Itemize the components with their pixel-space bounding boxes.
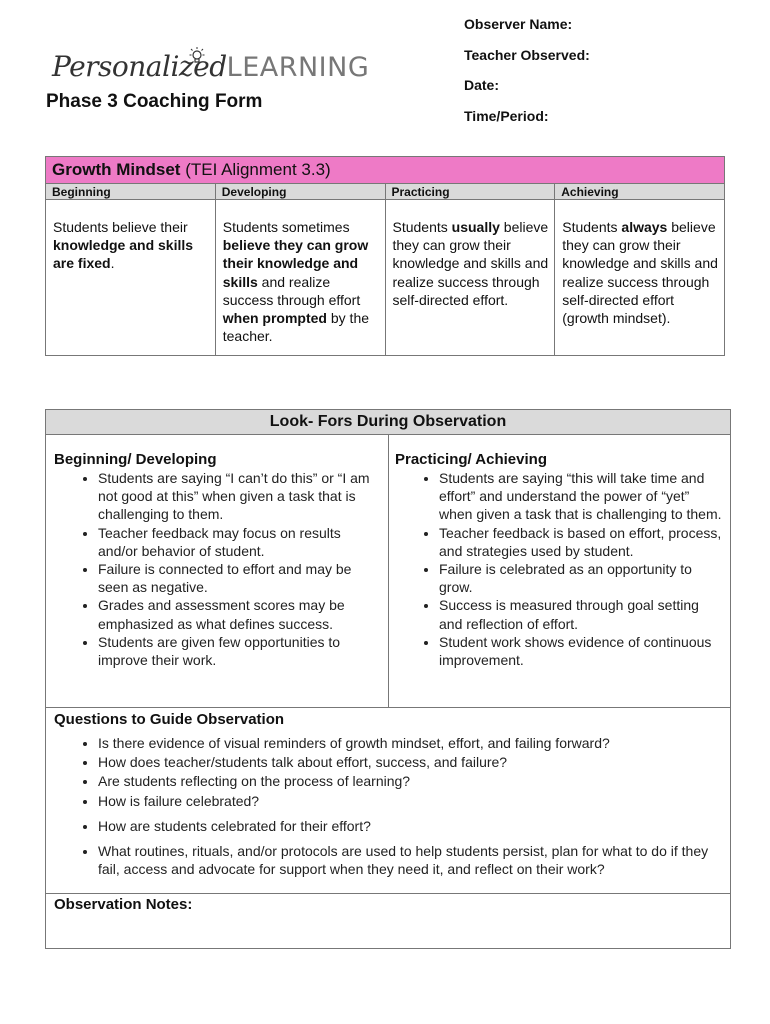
text-run: .: [110, 255, 115, 272]
growth-mindset-title: Growth Mindset: [52, 160, 181, 179]
observer-fields: [464, 14, 590, 136]
list-item: • Are students reflecting on the process of learning?: [98, 772, 722, 790]
level-header-row: [46, 184, 725, 200]
list-item: • How does teacher/students talk about effort, success, and failure?: [98, 753, 722, 771]
list-item: • Grades and assessment scores may be emphasized as what defines success.: [98, 596, 380, 632]
text-run: Students sometimes: [222, 219, 350, 235]
questions-section: [46, 708, 730, 894]
list-item: • Is there evidence of visual reminders of growth mindset, effort, and failing forward?: [98, 734, 722, 752]
list-item: • Failure is celebrated as an opportunity to grow.: [439, 560, 722, 596]
list-item: • Success is measured through goal setting and reflection of effort.: [439, 596, 722, 632]
level-achieving: Achieving: [555, 184, 725, 200]
list-item: • Teacher feedback may focus on results and/or behavior of student.: [98, 524, 380, 560]
list-item: • Failure is connected to effort and may be seen as negative.: [98, 560, 380, 596]
list-item: • Student work shows evidence of continuous improvement.: [439, 633, 722, 669]
list-item: • Students are saying “I can’t do this” or “I am not good at this” when given a task that is challenging to them.: [98, 469, 380, 524]
look-fors-columns: [46, 435, 730, 708]
level-practicing: Practicing: [385, 184, 555, 200]
text-run: believe they can grow their knowledge and skills and realize success through self-directed effort.: [392, 219, 549, 308]
look-fors-table: [45, 409, 731, 949]
bold-text-run: believe they can grow their knowledge and skills: [222, 237, 369, 290]
logo-caps-text: LEARNING: [226, 52, 370, 83]
list-item: • What routines, rituals, and/or protocols are used to help students persist, plan for what to do if they fail, access and advocate for support when they need it, and reflect on their work?: [98, 842, 722, 878]
text-run: by the teacher.: [222, 310, 370, 345]
date-label: Date:: [464, 77, 500, 93]
practicing-achieving-heading: Practicing/ Achieving: [395, 451, 547, 468]
growth-mindset-table: [45, 156, 725, 356]
look-fors-title: Look- Fors During Observation: [46, 410, 730, 435]
description-achieving: [555, 200, 725, 356]
beginning-developing-heading: Beginning/ Developing: [54, 451, 217, 468]
observer-name-label: Observer Name:: [464, 16, 573, 32]
text-run: Students: [562, 219, 622, 235]
observation-notes-section[interactable]: [46, 894, 730, 948]
observation-notes-heading: Observation Notes:: [54, 896, 193, 914]
text-run: Students: [392, 219, 452, 235]
beginning-developing-column: [46, 435, 388, 707]
questions-heading: Questions to Guide Observation: [54, 711, 285, 728]
questions-list: [54, 734, 722, 878]
practicing-achieving-column: [388, 435, 730, 707]
level-developing: Developing: [215, 184, 385, 200]
list-item: • Students are given few opportunities to improve their work.: [98, 633, 380, 669]
description-practicing: [385, 200, 555, 356]
form-title: Phase 3 Coaching Form: [46, 91, 263, 112]
level-beginning: Beginning: [46, 184, 216, 200]
beginning-developing-list: [54, 469, 380, 669]
bold-text-run: when prompted: [222, 310, 327, 327]
tei-alignment: (TEI Alignment 3.3): [185, 160, 331, 179]
level-description-row: [46, 200, 725, 356]
personalized-learning-logo: [52, 50, 369, 90]
bold-text-run: always: [621, 219, 668, 235]
text-run: Students believe their: [53, 219, 188, 235]
practicing-achieving-list: [395, 469, 722, 669]
list-item: • How are students celebrated for their effort?: [98, 817, 722, 835]
bold-text-run: knowledge and skills are fixed: [53, 237, 194, 272]
description-beginning: [46, 200, 216, 356]
description-developing: [215, 200, 385, 356]
teacher-observed-label: Teacher Observed:: [464, 46, 590, 63]
logo-script-text: Personalized: [52, 50, 227, 83]
growth-mindset-header: [46, 157, 725, 184]
list-item: • How is failure celebrated?: [98, 792, 722, 810]
list-item: • Students are saying “this will take time and effort” and understand the power of “yet” when given a task that is challenging to them.: [439, 469, 722, 524]
list-item: • Teacher feedback is based on effort, process, and strategies used by student.: [439, 524, 722, 560]
time-period-label: Time/Period:: [464, 107, 549, 124]
bold-text-run: usually: [451, 219, 500, 235]
text-run: and realize success through effort: [222, 273, 361, 308]
text-run: believe they can grow their knowledge and skills and realize success through self-directed effort (growth mindset).: [562, 219, 718, 327]
